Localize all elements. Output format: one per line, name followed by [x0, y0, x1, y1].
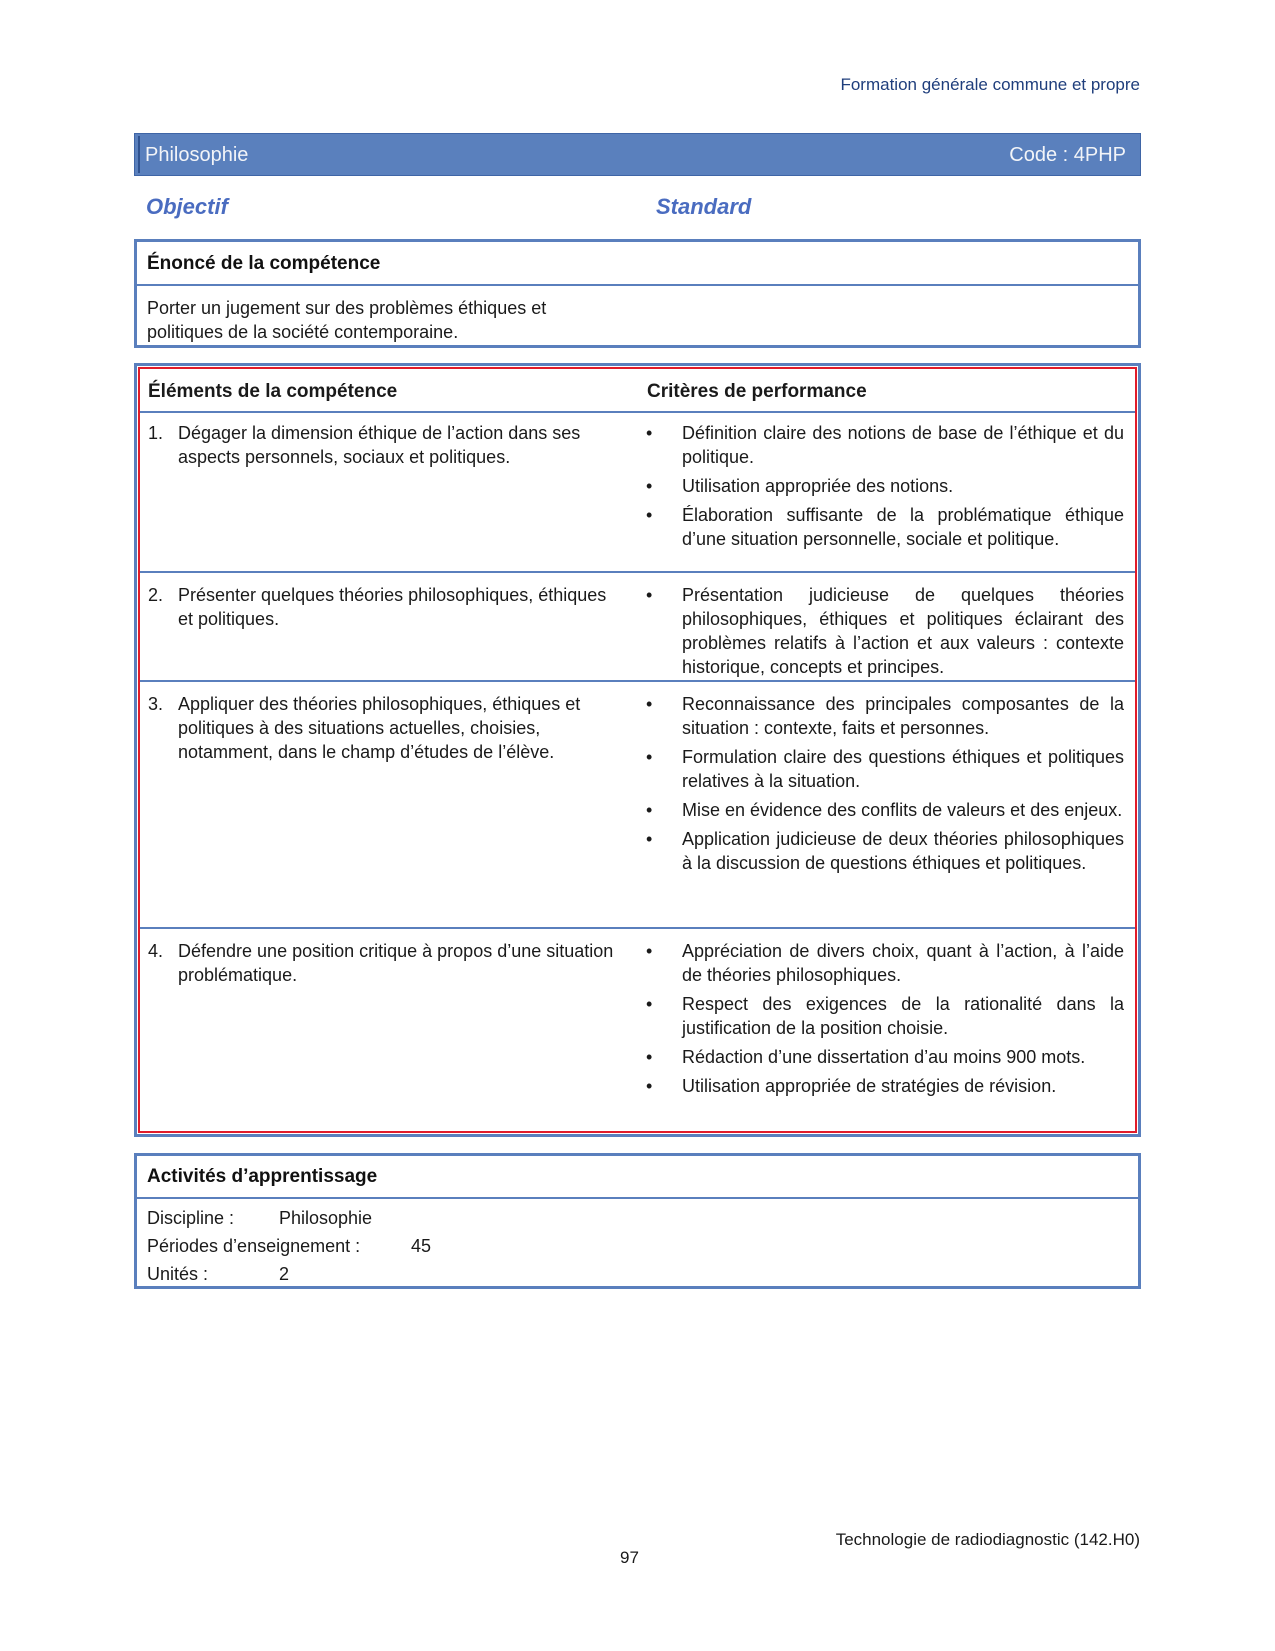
bullet-icon: •	[646, 747, 653, 767]
criterion-item: • Utilisation appropriée des notions.	[646, 476, 954, 496]
discipline-label: Discipline :	[147, 1208, 235, 1228]
learning-activities-heading: Activités d’apprentissage	[147, 1166, 378, 1187]
course-title: Philosophie	[145, 144, 249, 166]
objective-label: Objectif	[146, 194, 228, 219]
bullet-icon: •	[646, 476, 653, 496]
units-line	[147, 1264, 290, 1285]
bullet-icon: •	[646, 994, 653, 1014]
criterion-item: • Formulation claire des questions éthiques et politiques relatives à la situation.	[646, 747, 1124, 791]
bullet-icon: •	[646, 694, 653, 714]
competency-statement-box	[134, 239, 1141, 348]
criterion-item: • Respect des exigences de la rationalité dans la justification de la position choisie.	[646, 994, 1124, 1038]
table-row	[140, 573, 1135, 682]
criterion-item: • Élaboration suffisante de la problématique éthique d’une situation personnelle, sociale et politique.	[646, 505, 1124, 549]
course-code: Code : 4PHP	[1009, 144, 1126, 166]
competency-statement-text: Porter un jugement sur des problèmes éthiques et politiques de la société contemporaine.	[147, 298, 547, 342]
criteria-list	[644, 692, 1124, 880]
units-value: 2	[279, 1264, 290, 1284]
competency-element	[148, 421, 618, 469]
standard-label: Standard	[656, 194, 752, 219]
competency-table	[134, 363, 1141, 1137]
discipline-value: Philosophie	[279, 1208, 373, 1228]
table-row	[140, 411, 1135, 573]
column-header-elements: Éléments de la compétence	[148, 381, 398, 402]
periods-line	[147, 1236, 432, 1257]
criterion-item: • Reconnaissance des principales composantes de la situation : contexte, faits et personnes.	[646, 694, 1124, 738]
criterion-item: • Mise en évidence des conflits de valeurs et des enjeux.	[646, 800, 1123, 820]
element-text: Défendre une position critique à propos d’une situation problématique.	[178, 941, 614, 985]
page-number: 97	[620, 1548, 639, 1567]
criterion-item: • Présentation judicieuse de quelques théories philosophiques, éthiques et politiques éclairant des problèmes relatifs à l’action et aux valeurs : contexte historique, concepts et principes.	[646, 585, 1124, 677]
document-section-header: Formation générale commune et propre	[840, 75, 1140, 94]
criterion-item: • Rédaction d’une dissertation d’au moins 900 mots.	[646, 1047, 1086, 1067]
element-text: Présenter quelques théories philosophiques, éthiques et politiques.	[178, 585, 607, 629]
element-text: Appliquer des théories philosophiques, éthiques et politiques à des situations actuelles, choisies, notamment, dans le champ d’études de l’élève.	[178, 694, 581, 762]
criterion-item: • Utilisation appropriée de stratégies de révision.	[646, 1076, 1057, 1096]
learning-activities-box	[134, 1153, 1141, 1289]
bullet-icon: •	[646, 1047, 653, 1067]
competency-element	[148, 583, 618, 631]
table-header	[140, 369, 1135, 413]
course-title-bar	[134, 133, 1141, 176]
bullet-icon: •	[646, 1076, 653, 1096]
table-row	[140, 682, 1135, 929]
column-header-criteria: Critères de performance	[647, 381, 867, 402]
discipline-line	[147, 1208, 373, 1229]
bullet-icon: •	[646, 423, 653, 443]
bullet-icon: •	[646, 585, 653, 605]
element-number: 4.	[148, 941, 164, 961]
bullet-icon: •	[646, 505, 653, 525]
competency-statement-heading: Énoncé de la compétence	[147, 253, 381, 274]
competency-table-frame	[138, 367, 1137, 1133]
table-row	[140, 929, 1135, 1129]
criterion-item: • Définition claire des notions de base de l’éthique et du politique.	[646, 423, 1124, 467]
element-number: 3.	[148, 694, 164, 714]
units-label: Unités :	[147, 1264, 209, 1284]
criteria-list	[644, 583, 1124, 684]
bullet-icon: •	[646, 829, 653, 849]
competency-element	[148, 939, 618, 987]
bullet-icon: •	[646, 800, 653, 820]
divider	[137, 284, 1138, 286]
criterion-item: • Appréciation de divers choix, quant à l’action, à l’aide de théories philosophiques.	[646, 941, 1124, 985]
bullet-icon: •	[646, 941, 653, 961]
element-number: 1.	[148, 423, 164, 443]
element-number: 2.	[148, 585, 164, 605]
divider	[137, 1197, 1138, 1199]
periods-label: Périodes d’enseignement :	[147, 1236, 361, 1256]
criteria-list	[644, 421, 1124, 556]
element-text: Dégager la dimension éthique de l’action dans ses aspects personnels, sociaux et politiques.	[178, 423, 581, 467]
criteria-list	[644, 939, 1124, 1103]
program-footer: Technologie de radiodiagnostic (142.H0)	[835, 1530, 1140, 1549]
competency-element	[148, 692, 618, 764]
criterion-item: • Application judicieuse de deux théories philosophiques à la discussion de questions éthiques et politiques.	[646, 829, 1124, 873]
periods-value: 45	[411, 1236, 432, 1256]
